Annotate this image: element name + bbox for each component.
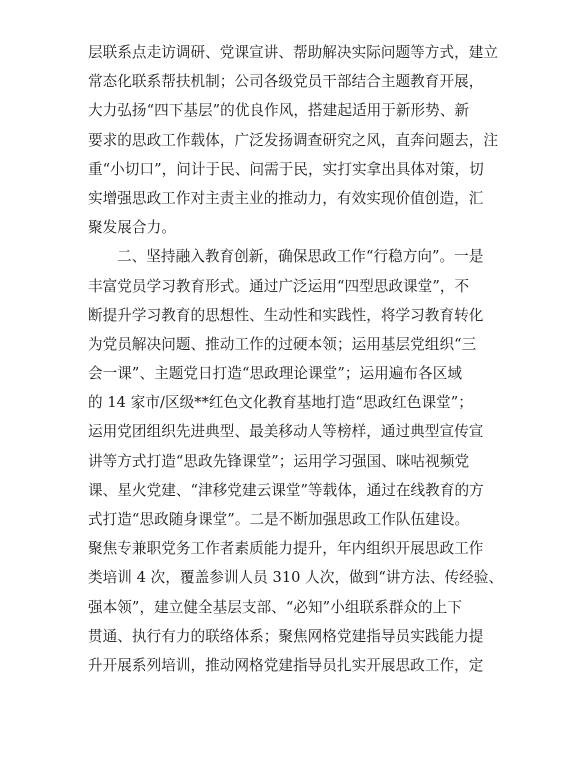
paragraph-line: 丰富党员学习教育形式。通过广泛运用“四型思政课堂”，不 [88, 277, 470, 295]
paragraph-line: 常态化联系帮扶机制；公司各级党员干部结合主题教育开展， [88, 73, 484, 91]
paragraph-line: 层联系点走访调研、党课宣讲、帮助解决实际问题等方式，建立 [88, 44, 499, 61]
paragraph-line: 聚发展合力。 [88, 219, 176, 237]
body-text [88, 38, 504, 680]
paragraph-line: 断提升学习教育的思想性、生动性和实践性，将学习教育转化 [88, 306, 484, 324]
paragraph-line: 式打造“思政随身课堂”。二是不断加强思政工作队伍建设。 [88, 511, 470, 528]
paragraph-line: 实增强思政工作对主责主业的推动力，有效实现价值创造，汇 [88, 189, 484, 207]
paragraph-line: 类培训 4 次，覆盖参训人员 310 人次，做到“讲方法、传经验、 [88, 569, 504, 587]
paragraph-line: 重“小切口”，问计于民、问需于民，实打实拿出具体对策，切 [88, 160, 484, 178]
paragraph-line: 为党员解决问题、推动工作的过硬本领；运用基层党组织“三 [88, 335, 477, 353]
paragraph-line: 大力弘扬“四下基层”的优良作风，搭建起适用于新形势、新 [88, 102, 470, 120]
paragraph-line: 课、星火党建、“津移党建云课堂”等载体，通过在线教育的方 [88, 481, 484, 499]
paragraph-line: 贯通、执行有力的联络体系；聚焦网格党建指导员实践能力提 [88, 627, 484, 645]
paragraph-line: 强本领”，建立健全基层支部、“必知”小组联系群众的上下 [88, 598, 462, 616]
paragraph-line: 运用党团组织先进典型、最美移动人等榜样，通过典型宣传宣 [88, 423, 484, 441]
paragraph-line: 要求的思政工作载体，广泛发扬调查研究之风，直奔问题去，注 [88, 131, 499, 149]
paragraph-line: 讲等方式打造“思政先锋课堂”；运用学习强国、咪咕视频党 [88, 452, 470, 470]
section-heading-line: 二、坚持融入教育创新，确保思政工作“行稳方向”。一是 [117, 248, 484, 266]
paragraph-line: 会一课”、主题党日打造“思政理论课堂”；运用遍布各区域 [88, 365, 462, 383]
paragraph-line: 聚焦专兼职党务工作者素质能力提升，年内组织开展思政工作 [88, 540, 484, 558]
paragraph-line: 的 14 家市/区级**红色文化教育基地打造“思政红色课堂”； [88, 394, 473, 412]
paragraph-line: 升开展系列培训，推动网格党建指导员扎实开展思政工作，定 [88, 656, 484, 674]
